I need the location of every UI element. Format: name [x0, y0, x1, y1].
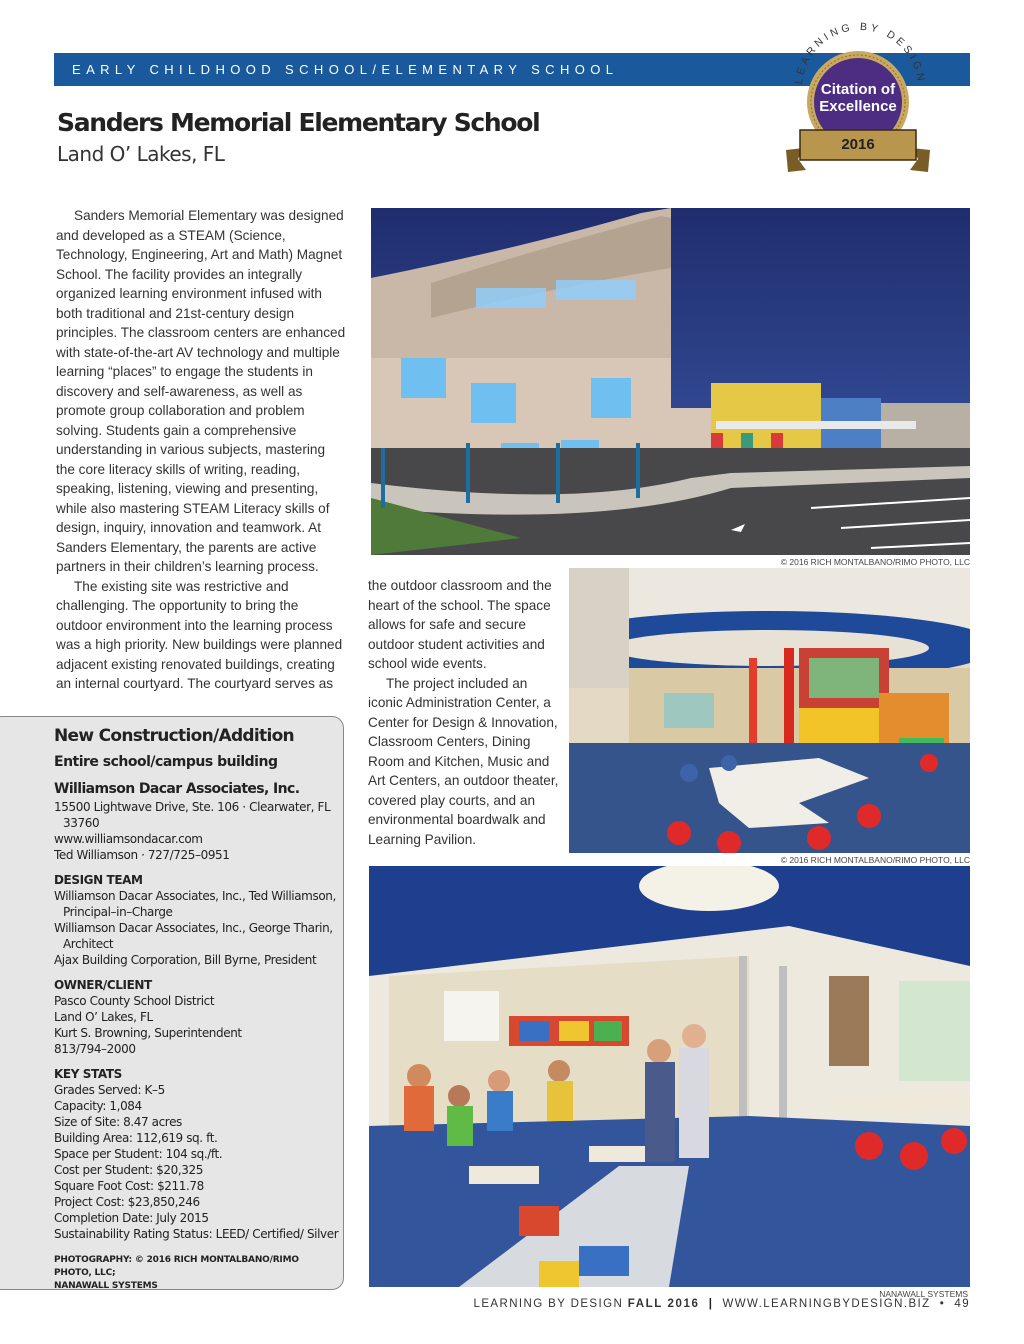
sidebar-category: New Construction/Addition — [54, 726, 294, 746]
design-team-line: Williamson Dacar Associates, Inc., Ted Williamson, — [54, 889, 336, 903]
key-stat: Square Foot Cost: $211.78 — [54, 1179, 204, 1193]
award-badge — [780, 22, 940, 182]
owner-heading: OWNER/CLIENT — [54, 978, 152, 992]
badge-arc-text: LEARNING BY DESIGN — [793, 22, 928, 85]
footer-publication: LEARNING BY DESIGN — [473, 1298, 624, 1310]
owner-line: Land O’ Lakes, FL — [54, 1010, 153, 1024]
page-title: Sanders Memorial Elementary School — [57, 108, 540, 137]
sidebar-address-line-2: 33760 — [63, 816, 100, 830]
key-stat: Completion Date: July 2015 — [54, 1211, 209, 1225]
photography-credit-line-1: PHOTOGRAPHY: © 2016 RICH MONTALBANO/RIMO PHOTO, LLC; — [54, 1255, 299, 1278]
owner-line: Pasco County School District — [54, 994, 215, 1008]
body-column-1 — [56, 206, 346, 694]
body-paragraph-2: The existing site was restrictive and challenging. The opportunity to bring the outdoor environment into the learning process was a high priority. New buildings were planned adjacent existing renovated buildings, creating an internal courtyard. The courtyard serves as — [56, 578, 343, 691]
key-stats-heading: KEY STATS — [54, 1067, 122, 1081]
body-paragraph-1: Sanders Memorial Elementary was designed and developed as a STEAM (Science, Technology, Engineering, Art and Math) Magnet School. The facility provides an integrally organized learning environment infused with both traditional and 21st-century design principles. The classroom centers are enhanced with state-of-the-art AV technology and multiple learning “places” to engage the students in discovery and self-awareness, as well as promote group collaboration and problem solving. Students gain a comprehensive understanding in various subjects, mastering the core literacy skills of writing, reading, speaking, listening, viewing and presenting, while also mastering STEAM Literacy skills of design, inquiry, innovation and teamwork. At Sanders Elementary, the parents are active partners in their children’s learning process. — [56, 208, 346, 574]
footer-issue: FALL 2016 — [627, 1298, 700, 1310]
badge-year: 2016 — [841, 136, 875, 153]
photo-credit-1: © 2016 RICH MONTALBANO/RIMO PHOTO, LLC — [780, 557, 970, 567]
key-stat: Grades Served: K–5 — [54, 1083, 165, 1097]
footer-bullet: • — [935, 1298, 950, 1310]
body-paragraph-3: The project included an iconic Administration Center, a Center for Design & Innovation, Classroom Centers, Dining Room and Kitchen, Music and Art Centers, an outdoor theater, covered play courts, and an environmental boardwalk and Learning Pavilion. — [368, 675, 559, 847]
key-stat: Project Cost: $23,850,246 — [54, 1195, 200, 1209]
classroom-photo — [369, 866, 970, 1287]
body-column-2 — [368, 576, 564, 849]
badge-line1: Citation of — [820, 81, 896, 98]
owner-line: 813/794–2000 — [54, 1042, 136, 1056]
exterior-photo — [371, 208, 970, 555]
design-team-heading: DESIGN TEAM — [54, 873, 143, 887]
design-team-line: Williamson Dacar Associates, Inc., George Tharin, — [54, 921, 333, 935]
design-team-line: Principal–in–Charge — [63, 905, 173, 919]
key-stat: Sustainability Rating Status: LEED/ Certified/ Silver — [54, 1227, 339, 1241]
footer-divider: | — [704, 1298, 718, 1310]
owner-line: Kurt S. Browning, Superintendent — [54, 1026, 242, 1040]
page-location: Land O’ Lakes, FL — [57, 142, 225, 166]
sidebar-subcategory: Entire school/campus building — [54, 754, 278, 770]
key-stat: Space per Student: 104 sq./ft. — [54, 1147, 223, 1161]
sidebar-key-stats — [54, 1066, 339, 1242]
footer-website: WWW.LEARNINGBYDESIGN.BIZ — [722, 1298, 931, 1310]
key-stat: Building Area: 112,619 sq. ft. — [54, 1131, 218, 1145]
page-footer — [474, 1298, 970, 1310]
page-number: 49 — [954, 1298, 970, 1310]
sidebar-design-team — [54, 872, 339, 968]
sidebar-firm-details — [54, 799, 339, 863]
sidebar-photography-credit — [54, 1254, 339, 1293]
sidebar-owner — [54, 977, 339, 1057]
photo-credit-2: © 2016 RICH MONTALBANO/RIMO PHOTO, LLC — [780, 855, 970, 865]
body-paragraph-2-continued: the outdoor classroom and the heart of the school. The space allows for safe and secure outdoor student activities and school wide events. — [368, 578, 552, 671]
section-category: EARLY CHILDHOOD SCHOOL/ELEMENTARY SCHOOL — [72, 62, 619, 77]
photo-credit-3: NANAWALL SYSTEMS — [879, 1289, 968, 1299]
photography-credit-line-2: NANAWALL SYSTEMS — [54, 1281, 158, 1291]
key-stat: Capacity: 1,084 — [54, 1099, 142, 1113]
sidebar-contact: Ted Williamson · 727/725–0951 — [54, 848, 230, 862]
badge-line2: Excellence — [819, 98, 897, 115]
sidebar-address-line-1: 15500 Lightwave Drive, Ste. 106 · Clearwater, FL — [54, 800, 331, 814]
sidebar-website: www.williamsondacar.com — [54, 832, 203, 846]
key-stat: Cost per Student: $20,325 — [54, 1163, 203, 1177]
design-team-line: Architect — [63, 937, 114, 951]
dining-room-photo — [569, 568, 970, 853]
sidebar-firm-name: Williamson Dacar Associates, Inc. — [54, 781, 300, 797]
key-stat: Size of Site: 8.47 acres — [54, 1115, 182, 1129]
design-team-line: Ajax Building Corporation, Bill Byrne, President — [54, 953, 317, 967]
